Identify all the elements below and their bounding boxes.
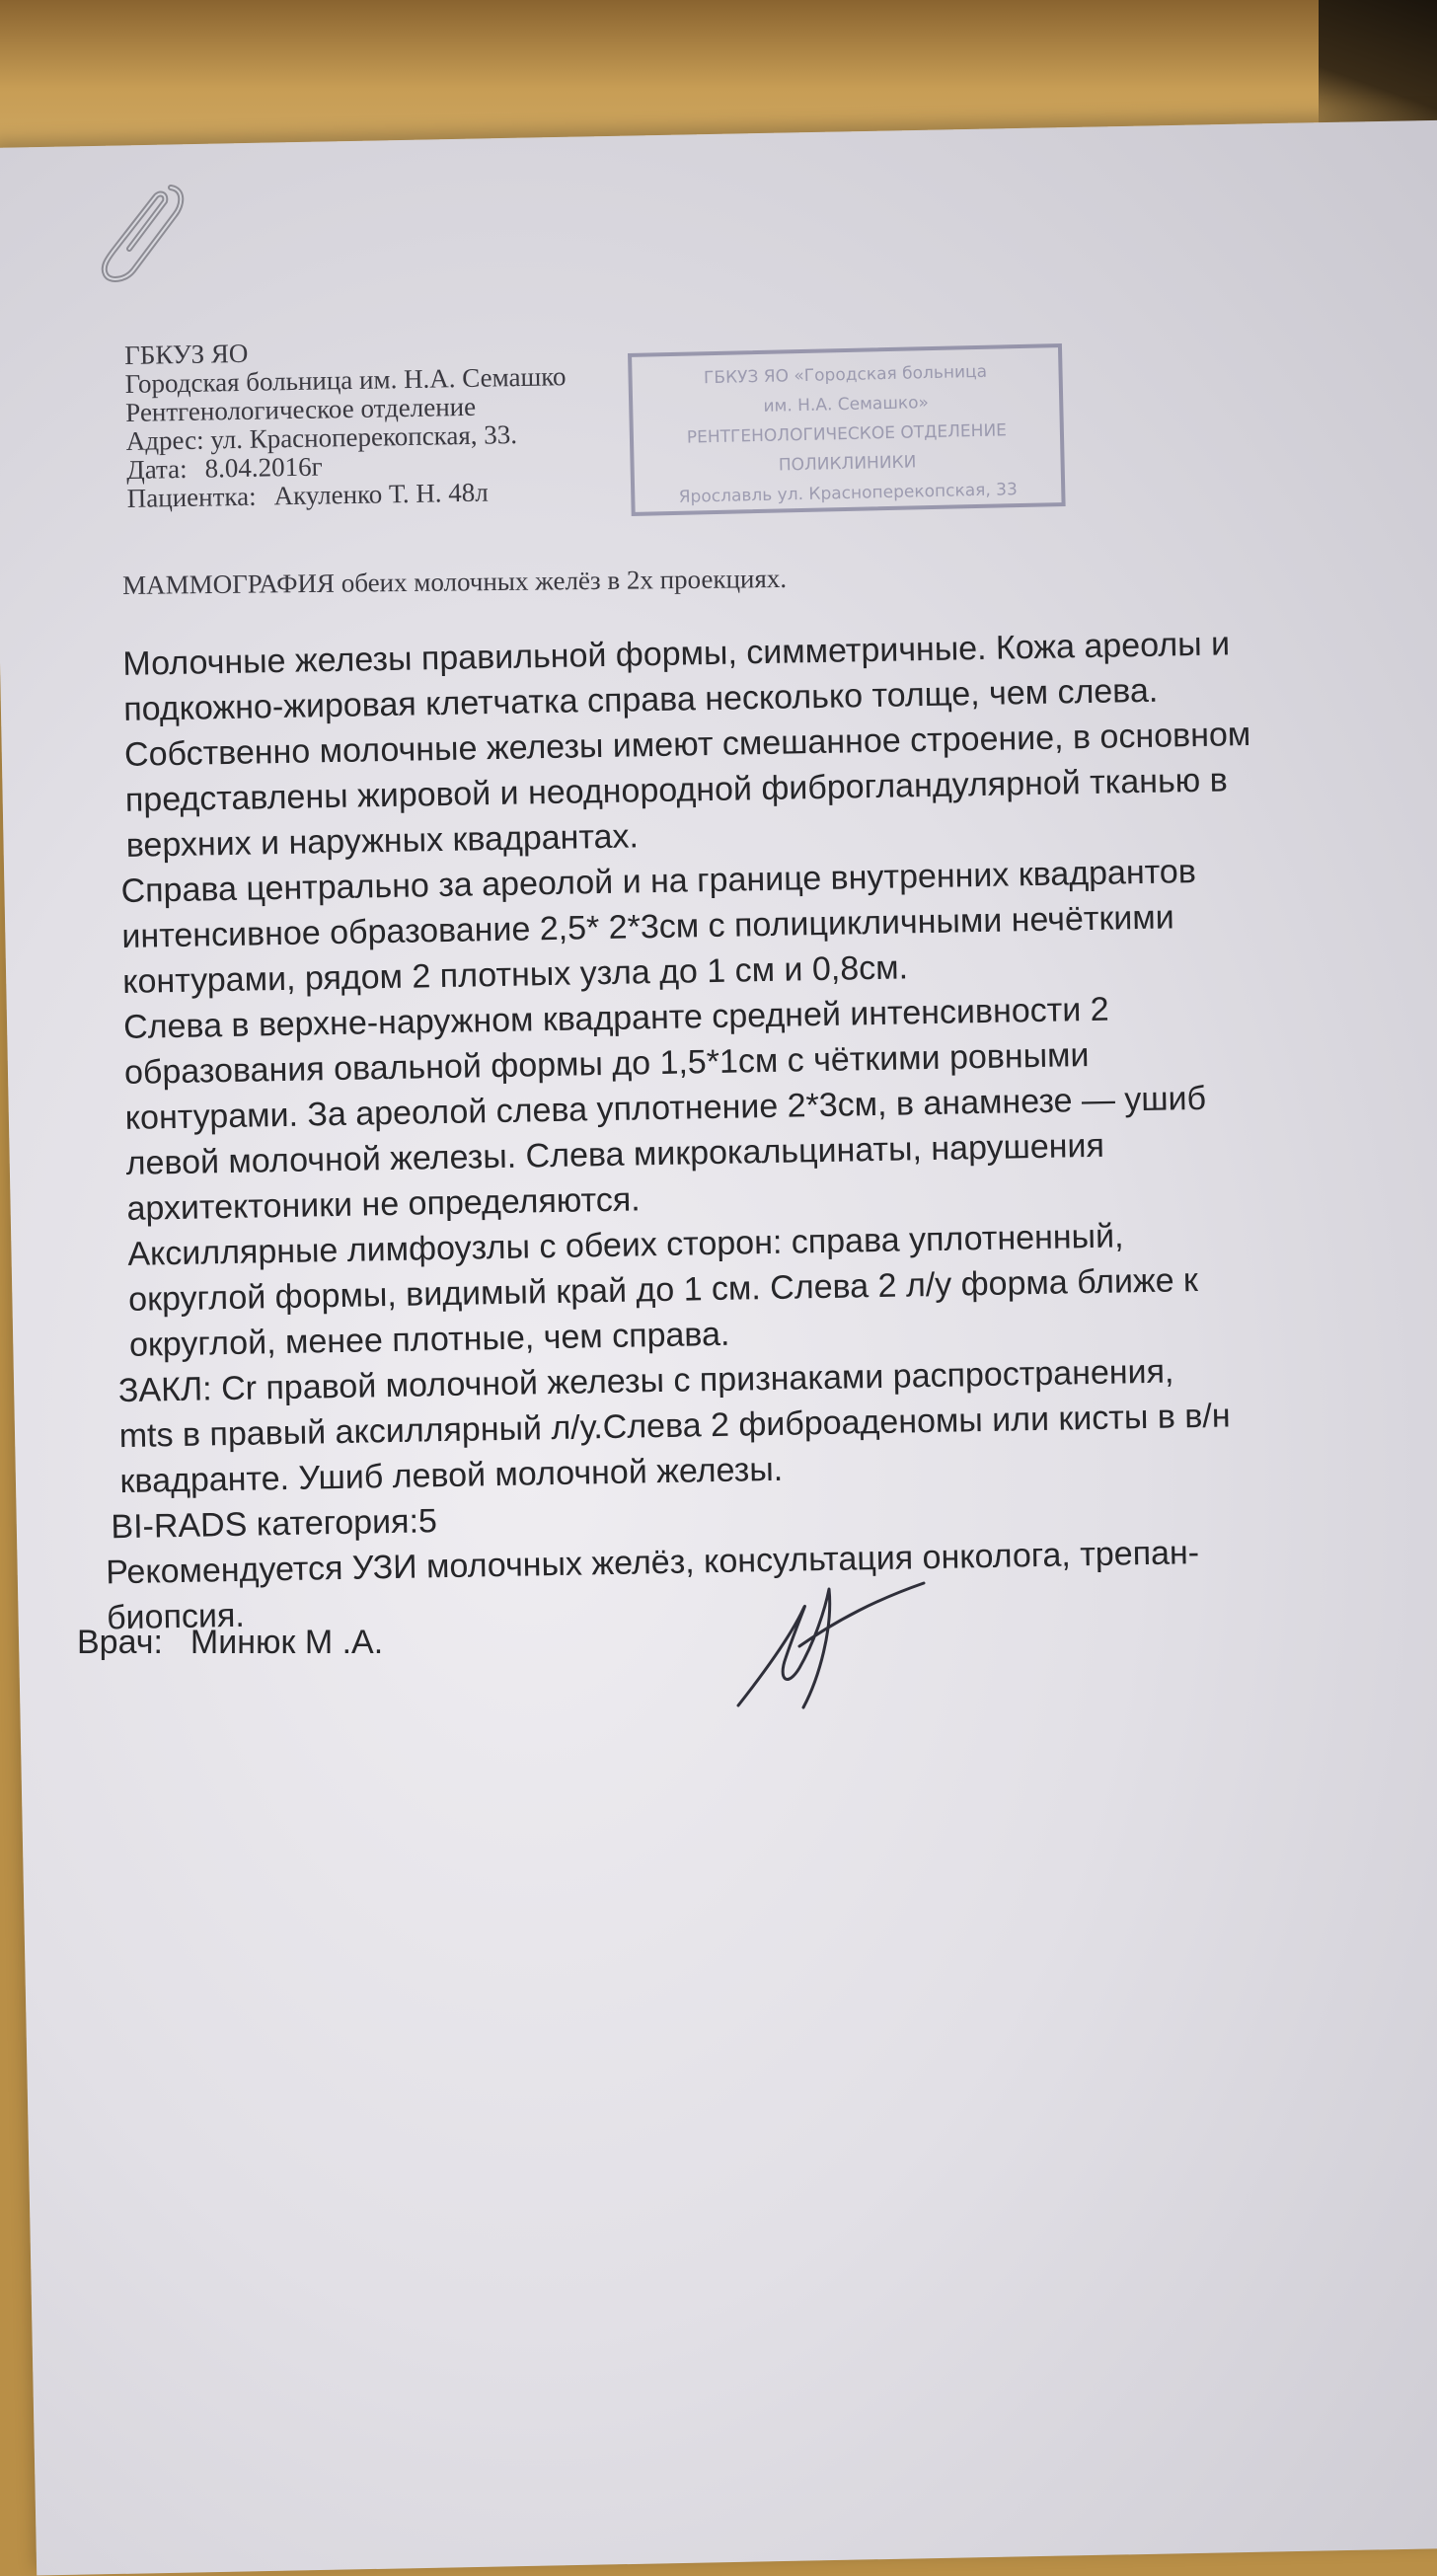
organization-name: ГБКУЗ ЯО bbox=[123, 338, 249, 370]
report-line: Слева в верхне-наружном квадранте средней интенсивности 2 bbox=[122, 990, 1109, 1046]
patient-label: Пациентка: bbox=[126, 481, 257, 513]
date-value: 8.04.2016г bbox=[204, 451, 323, 484]
address-line: Адрес: ул. Краснoперекопская, 33. bbox=[125, 419, 518, 456]
date-label: Дата: bbox=[126, 453, 188, 485]
conclusion-line: квадранте. Ушиб левой молочной железы. bbox=[119, 1450, 784, 1501]
report-line: образования овальной формы до 1,5*1см с чёткими ровными bbox=[123, 1036, 1090, 1092]
exam-title-rest: обеих молочных желёз в 2х проекциях. bbox=[334, 563, 788, 598]
stamp-line: им. Н.А. Семашко» bbox=[763, 393, 930, 417]
report-line: округлой формы, видимый край до 1 см. Слева 2 л/у форма ближе к bbox=[127, 1261, 1199, 1319]
conclusion-line: ЗАКЛ: Cr правой молочной железы с признаками распространения, bbox=[117, 1352, 1174, 1410]
report-line: представлены жировой и неоднородной фиброгландулярной тканью в bbox=[124, 761, 1229, 819]
birads-line: BI-RADS категория:5 bbox=[111, 1502, 438, 1547]
report-body bbox=[105, 619, 1348, 1639]
recommendation-line: Рекомендуется УЗИ молочных желёз, консультация онколога, трепан- bbox=[105, 1534, 1200, 1592]
department-stamp bbox=[628, 343, 1066, 516]
report-line: Собственно молочные железы имеют смешанное строение, в основном bbox=[123, 715, 1251, 774]
report-line: верхних и наружных квадрантах. bbox=[125, 817, 640, 865]
doctor-line bbox=[77, 1624, 669, 1662]
patient-value: Акуленко Т. Н. 48л bbox=[273, 477, 490, 511]
report-line: подкожно-жировая клетчатка справа несколько толще, чем слева. bbox=[122, 671, 1159, 728]
doctor-label: Врач: bbox=[77, 1624, 163, 1661]
report-line: интенсивное образование 2,5* 2*3см с полицикличными нечёткими bbox=[121, 898, 1174, 955]
report-line: контурами. За ареолой слева уплотнение 2*3см, в анамнезе — ушиб bbox=[124, 1079, 1207, 1137]
stamp-line: РЕНТГЕНОЛОГИЧЕСКОЕ ОТДЕЛЕНИЕ bbox=[686, 420, 1008, 448]
desk-shadow bbox=[1319, 0, 1437, 138]
stamp-line: ГБКУЗ ЯО «Городская больница bbox=[703, 361, 988, 389]
conclusion-line: mts в правый аксиллярный л/у.Слева 2 фиброаденомы или кисты в в/н bbox=[118, 1397, 1231, 1456]
report-header bbox=[124, 332, 680, 513]
hospital-name: Городская больница им. Н.А. Семашко bbox=[124, 361, 567, 399]
report-line: левой молочной железы. Слева микрокальцинаты, нарушения bbox=[125, 1126, 1105, 1182]
recommendation-line: биопсия. bbox=[106, 1596, 246, 1637]
report-line: Справа центрально за ареолой и на границе внутренних квадрантов bbox=[120, 852, 1197, 910]
report-line: Аксиллярные лимфоузлы с обеих сторон: справа уплотненный, bbox=[127, 1217, 1124, 1273]
doctor-name: Минюк М .А. bbox=[189, 1624, 384, 1661]
stamp-line: ПОЛИКЛИНИКИ bbox=[778, 452, 917, 476]
report-line: архитектоники не определяются. bbox=[126, 1180, 641, 1228]
paperclip-icon bbox=[94, 180, 192, 288]
report-line: округлой, менее плотные, чем справа. bbox=[128, 1315, 730, 1364]
report-line: контурами, рядом 2 плотных узла до 1 см и 0,8см. bbox=[121, 948, 909, 1001]
report-line: Молочные железы правильной формы, симметричные. Кожа ареолы и bbox=[122, 625, 1231, 683]
signature-icon bbox=[730, 1569, 928, 1717]
stamp-line: Ярославль ул. Красноперекопская, 33 bbox=[678, 480, 1019, 507]
exam-title-bold: МАММОГРАФИЯ bbox=[122, 568, 336, 600]
department-name: Рентгенологическое отделение bbox=[124, 391, 477, 427]
